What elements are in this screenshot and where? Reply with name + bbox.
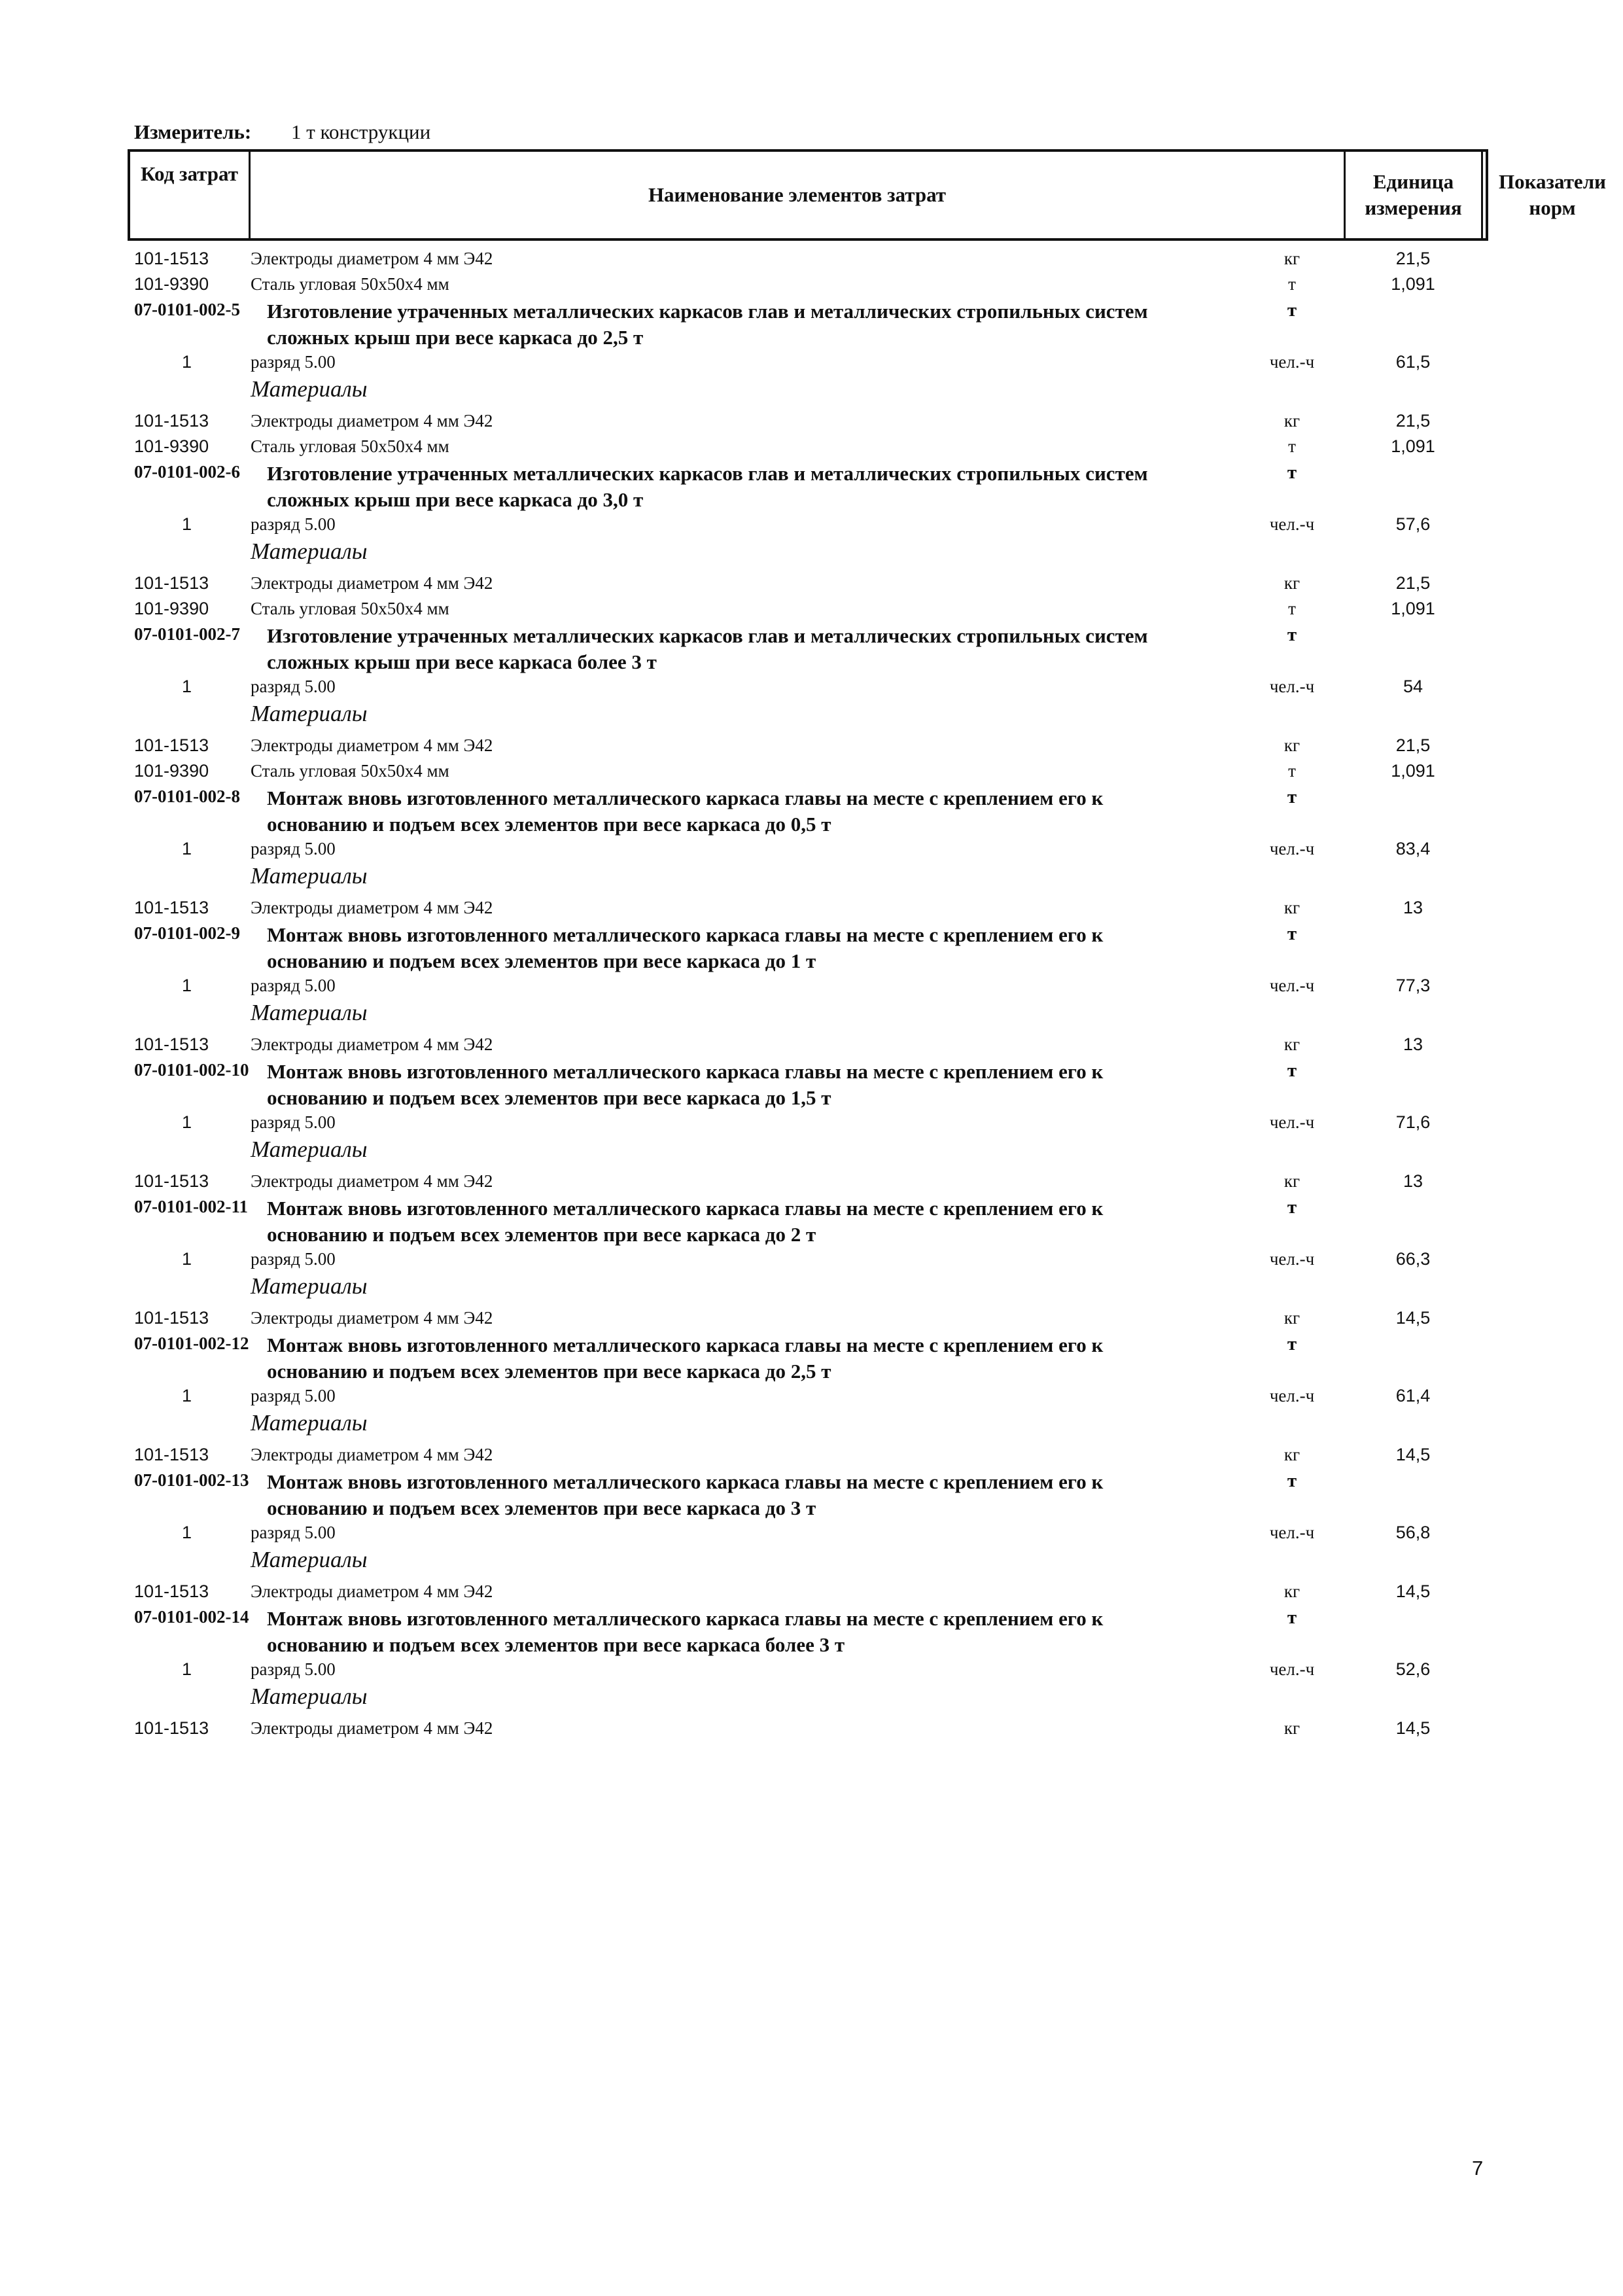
row-unit: чел.-ч bbox=[1269, 514, 1315, 534]
row-code: 07-0101-002-8 bbox=[134, 786, 240, 806]
row-value: 14,5 bbox=[1395, 1718, 1431, 1738]
row-unit: т bbox=[1287, 624, 1297, 645]
row-unit: чел.-ч bbox=[1269, 839, 1315, 858]
row-name: Изготовление утраченных металлических каркасов глав и металлических стропильных систем сложных крыш при весе каркаса более 3 т bbox=[267, 624, 1148, 673]
row-name: разряд 5.00 bbox=[251, 839, 336, 858]
row-value: 21,5 bbox=[1395, 411, 1431, 431]
row-code: 1 bbox=[182, 976, 192, 995]
row-value: 83,4 bbox=[1395, 839, 1431, 858]
row-code: 1 bbox=[182, 1659, 192, 1679]
row-code: 101-1513 bbox=[134, 1034, 209, 1054]
row-value: 14,5 bbox=[1395, 1308, 1431, 1328]
materials-heading: Материалы bbox=[251, 701, 368, 726]
row-code: 101-1513 bbox=[134, 1581, 209, 1601]
row-name: разряд 5.00 bbox=[251, 1112, 336, 1132]
row-code: 07-0101-002-9 bbox=[134, 923, 240, 943]
row-unit: кг bbox=[1283, 1445, 1300, 1464]
row-code: 101-1513 bbox=[134, 249, 209, 268]
row-name: Сталь угловая 50х50х4 мм bbox=[251, 761, 449, 781]
row-unit: т bbox=[1287, 462, 1297, 483]
row-unit: кг bbox=[1283, 573, 1300, 593]
row-value: 57,6 bbox=[1395, 514, 1431, 534]
row-unit: т bbox=[1287, 1333, 1297, 1354]
row-code: 1 bbox=[182, 352, 192, 372]
row-code: 07-0101-002-12 bbox=[134, 1333, 249, 1353]
row-unit: т bbox=[1287, 1470, 1297, 1491]
row-name: Изготовление утраченных металлических каркасов глав и металлических стропильных систем сложных крыш при весе каркаса до 3,0 т bbox=[267, 462, 1148, 511]
row-value: 54 bbox=[1403, 677, 1423, 696]
row-name: Монтаж вновь изготовленного металлического каркаса главы на месте с креплением его к основанию и подъем всех элементов при весе каркаса до 2,5 т bbox=[267, 1333, 1104, 1383]
row-name: Электроды диаметром 4 мм Э42 bbox=[251, 735, 493, 755]
row-value: 1,091 bbox=[1391, 436, 1435, 456]
row-code: 1 bbox=[182, 514, 192, 534]
row-name: Электроды диаметром 4 мм Э42 bbox=[251, 249, 493, 268]
row-code: 1 bbox=[182, 1249, 192, 1269]
header-norm: Показатели норм bbox=[1499, 169, 1606, 219]
materials-heading: Материалы bbox=[251, 1137, 368, 1162]
row-name: Электроды диаметром 4 мм Э42 bbox=[251, 1581, 493, 1601]
row-name: Электроды диаметром 4 мм Э42 bbox=[251, 1034, 493, 1054]
row-code: 07-0101-002-14 bbox=[134, 1607, 249, 1627]
row-name: Сталь угловая 50х50х4 мм bbox=[251, 436, 449, 456]
row-unit: чел.-ч bbox=[1269, 352, 1315, 372]
row-code: 1 bbox=[182, 1523, 192, 1542]
header-unit: Единица измерения bbox=[1346, 152, 1483, 238]
row-value: 13 bbox=[1403, 1171, 1423, 1191]
row-value: 71,6 bbox=[1395, 1112, 1431, 1132]
row-unit: чел.-ч bbox=[1269, 1386, 1315, 1405]
row-value: 14,5 bbox=[1395, 1445, 1431, 1464]
row-name: Электроды диаметром 4 мм Э42 bbox=[251, 411, 493, 431]
row-code: 101-1513 bbox=[134, 573, 209, 593]
row-code: 07-0101-002-7 bbox=[134, 624, 240, 644]
row-name: Монтаж вновь изготовленного металлического каркаса главы на месте с креплением его к основанию и подъем всех элементов при весе каркаса более 3 т bbox=[267, 1607, 1104, 1656]
row-name: Сталь угловая 50х50х4 мм bbox=[251, 274, 449, 294]
row-unit: т bbox=[1288, 274, 1296, 294]
row-unit: чел.-ч bbox=[1269, 677, 1315, 696]
row-value: 1,091 bbox=[1391, 761, 1435, 781]
measure-value: 1 т конструкции bbox=[291, 120, 431, 143]
row-code: 07-0101-002-10 bbox=[134, 1060, 249, 1080]
row-value: 21,5 bbox=[1395, 249, 1431, 268]
row-unit: т bbox=[1288, 599, 1296, 618]
row-unit: т bbox=[1288, 436, 1296, 456]
row-unit: чел.-ч bbox=[1269, 1249, 1315, 1269]
row-unit: кг bbox=[1283, 735, 1300, 755]
row-value: 66,3 bbox=[1395, 1249, 1431, 1269]
row-name: Монтаж вновь изготовленного металлического каркаса главы на месте с креплением его к основанию и подъем всех элементов при весе каркаса до 2 т bbox=[267, 1197, 1104, 1246]
row-code: 101-9390 bbox=[134, 274, 209, 294]
row-name: Электроды диаметром 4 мм Э42 bbox=[251, 573, 493, 593]
row-unit: кг bbox=[1283, 249, 1300, 268]
row-code: 1 bbox=[182, 1386, 192, 1405]
row-unit: чел.-ч bbox=[1269, 1659, 1315, 1679]
row-unit: т bbox=[1287, 1607, 1297, 1628]
row-value: 56,8 bbox=[1395, 1523, 1431, 1542]
measure-label: Измеритель: bbox=[134, 120, 252, 143]
row-name: Электроды диаметром 4 мм Э42 bbox=[251, 1308, 493, 1328]
row-value: 1,091 bbox=[1391, 599, 1435, 618]
row-code: 101-1513 bbox=[134, 898, 209, 917]
row-unit: т bbox=[1287, 923, 1297, 944]
row-code: 101-9390 bbox=[134, 599, 209, 618]
row-unit: кг bbox=[1283, 1581, 1300, 1601]
row-code: 101-9390 bbox=[134, 761, 209, 781]
row-unit: чел.-ч bbox=[1269, 976, 1315, 995]
row-unit: т bbox=[1288, 761, 1296, 781]
row-value: 13 bbox=[1403, 898, 1423, 917]
row-value: 1,091 bbox=[1391, 274, 1435, 294]
row-value: 77,3 bbox=[1395, 976, 1431, 995]
row-code: 101-9390 bbox=[134, 436, 209, 456]
row-code: 07-0101-002-6 bbox=[134, 462, 240, 482]
row-name: разряд 5.00 bbox=[251, 1659, 336, 1679]
materials-heading: Материалы bbox=[251, 1273, 368, 1299]
row-value: 14,5 bbox=[1395, 1581, 1431, 1601]
row-name: Сталь угловая 50х50х4 мм bbox=[251, 599, 449, 618]
row-value: 61,5 bbox=[1395, 352, 1431, 372]
row-name: разряд 5.00 bbox=[251, 1523, 336, 1542]
materials-heading: Материалы bbox=[251, 1547, 368, 1572]
row-code: 101-1513 bbox=[134, 1445, 209, 1464]
row-name: Электроды диаметром 4 мм Э42 bbox=[251, 1171, 493, 1191]
materials-heading: Материалы bbox=[251, 863, 368, 889]
row-code: 07-0101-002-11 bbox=[134, 1197, 248, 1216]
row-name: разряд 5.00 bbox=[251, 514, 336, 534]
row-unit: чел.-ч bbox=[1269, 1112, 1315, 1132]
row-code: 07-0101-002-13 bbox=[134, 1470, 249, 1490]
row-unit: кг bbox=[1283, 1718, 1300, 1738]
table-header bbox=[128, 149, 1606, 241]
row-code: 1 bbox=[182, 677, 192, 696]
row-unit: чел.-ч bbox=[1269, 1523, 1315, 1542]
row-name: Монтаж вновь изготовленного металлического каркаса главы на месте с креплением его к основанию и подъем всех элементов при весе каркаса до 0,5 т bbox=[267, 786, 1104, 836]
row-name: Электроды диаметром 4 мм Э42 bbox=[251, 898, 493, 917]
header-code: Код затрат bbox=[130, 152, 251, 238]
row-unit: кг bbox=[1283, 1308, 1300, 1328]
row-name: Изготовление утраченных металлических каркасов глав и металлических стропильных систем сложных крыш при весе каркаса до 2,5 т bbox=[267, 300, 1148, 349]
row-name: разряд 5.00 bbox=[251, 677, 336, 696]
row-value: 52,6 bbox=[1395, 1659, 1431, 1679]
materials-heading: Материалы bbox=[251, 1684, 368, 1709]
measure-line bbox=[134, 120, 431, 144]
row-unit: т bbox=[1287, 1197, 1297, 1218]
row-name: разряд 5.00 bbox=[251, 352, 336, 372]
row-name: Электроды диаметром 4 мм Э42 bbox=[251, 1445, 493, 1464]
row-unit: кг bbox=[1283, 411, 1300, 431]
materials-heading: Материалы bbox=[251, 539, 368, 564]
row-unit: т bbox=[1287, 786, 1297, 807]
row-value: 21,5 bbox=[1395, 735, 1431, 755]
page-number: 7 bbox=[1472, 2157, 1484, 2180]
row-code: 101-1513 bbox=[134, 411, 209, 431]
row-unit: т bbox=[1287, 1060, 1297, 1081]
row-code: 101-1513 bbox=[134, 1718, 209, 1738]
row-code: 07-0101-002-5 bbox=[134, 300, 240, 319]
materials-heading: Материалы bbox=[251, 1410, 368, 1436]
row-name: Монтаж вновь изготовленного металлического каркаса главы на месте с креплением его к основанию и подъем всех элементов при весе каркаса до 1,5 т bbox=[267, 1060, 1104, 1109]
materials-heading: Материалы bbox=[251, 376, 368, 402]
row-name: Электроды диаметром 4 мм Э42 bbox=[251, 1718, 493, 1738]
materials-heading: Материалы bbox=[251, 1000, 368, 1025]
row-value: 21,5 bbox=[1395, 573, 1431, 593]
row-code: 101-1513 bbox=[134, 1171, 209, 1191]
row-name: Монтаж вновь изготовленного металлического каркаса главы на месте с креплением его к основанию и подъем всех элементов при весе каркаса до 3 т bbox=[267, 1470, 1104, 1519]
header-name: Наименование элементов затрат bbox=[251, 152, 1346, 238]
row-unit: кг bbox=[1283, 1171, 1300, 1191]
row-value: 13 bbox=[1403, 1034, 1423, 1054]
row-unit: кг bbox=[1283, 1034, 1300, 1054]
row-value: 61,4 bbox=[1395, 1386, 1431, 1405]
row-code: 1 bbox=[182, 1112, 192, 1132]
row-unit: кг bbox=[1283, 898, 1300, 917]
row-name: разряд 5.00 bbox=[251, 1386, 336, 1405]
row-unit: т bbox=[1287, 300, 1297, 321]
row-code: 101-1513 bbox=[134, 1308, 209, 1328]
row-name: разряд 5.00 bbox=[251, 1249, 336, 1269]
row-code: 1 bbox=[182, 839, 192, 858]
row-name: Монтаж вновь изготовленного металлического каркаса главы на месте с креплением его к основанию и подъем всех элементов при весе каркаса до 1 т bbox=[267, 923, 1104, 972]
row-code: 101-1513 bbox=[134, 735, 209, 755]
row-name: разряд 5.00 bbox=[251, 976, 336, 995]
